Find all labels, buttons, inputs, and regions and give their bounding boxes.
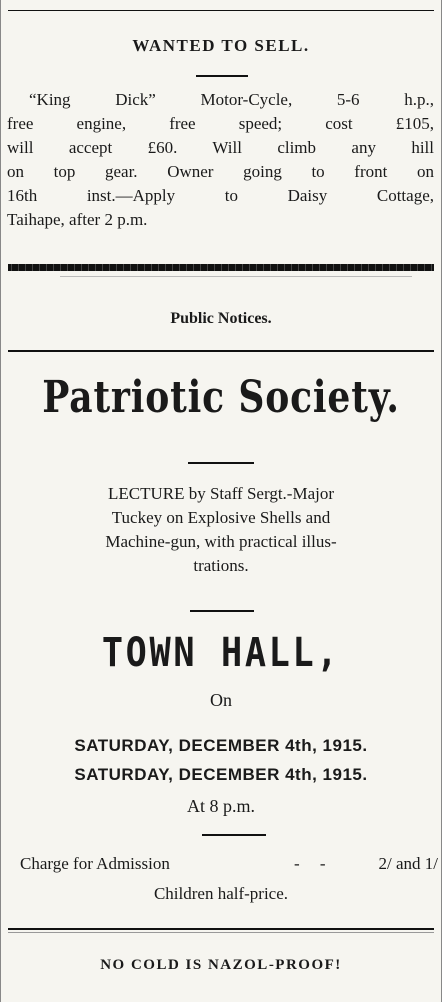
bottom-rule-shadow	[8, 932, 434, 933]
lecture-text	[0, 482, 442, 578]
bottom-rule	[8, 928, 434, 930]
charge-label: Charge for Admission	[20, 854, 170, 873]
wanted-line: Taihape, after 2 p.m.	[7, 210, 148, 229]
lecture-line: Tuckey on Explosive Shells and	[111, 508, 331, 527]
wanted-line: “King Dick” Motor-Cycle, 5-6 h.p.,	[29, 90, 434, 109]
footer-advert: NO COLD IS NAZOL-PROOF!	[100, 957, 342, 973]
wanted-line: will accept £60. Will climb any hill	[7, 138, 434, 157]
wanted-advert-text	[7, 88, 434, 232]
venue-title: TOWN HALL,	[101, 630, 341, 676]
notices-rule	[8, 350, 434, 352]
wanted-heading: WANTED TO SELL.	[132, 36, 310, 55]
wanted-line: free engine, free speed; cost £105,	[7, 114, 434, 133]
section-rule-heavy	[8, 264, 434, 271]
heading-dash	[196, 75, 248, 77]
charge-dashes: - -	[294, 854, 334, 873]
time-dash	[202, 834, 266, 836]
charge-price: 2/ and 1/	[378, 854, 438, 873]
faint-rule	[60, 276, 412, 277]
society-title: Patriotic Society.	[42, 372, 400, 423]
top-rule	[8, 10, 434, 11]
children-price: Children half-price.	[153, 884, 289, 903]
lecture-dash	[190, 610, 254, 612]
lecture-line: LECTURE by Staff Sergt.-Major	[107, 484, 334, 503]
wanted-line: 16th inst.—Apply to Daisy Cottage,	[7, 186, 434, 205]
title-dash	[188, 462, 254, 464]
event-date: SATURDAY, DECEMBER 4th, 1915.	[74, 736, 368, 755]
public-notices-heading: Public Notices.	[170, 310, 272, 327]
event-date-repeat: SATURDAY, DECEMBER 4th, 1915.	[74, 765, 368, 784]
event-time: At 8 p.m.	[186, 796, 255, 816]
lecture-line: trations.	[193, 556, 249, 575]
lecture-line: Machine-gun, with practical illus-	[105, 532, 337, 551]
on-label: On	[210, 690, 232, 710]
wanted-line: on top gear. Owner going to front on	[7, 162, 434, 181]
admission-charge	[10, 854, 438, 878]
